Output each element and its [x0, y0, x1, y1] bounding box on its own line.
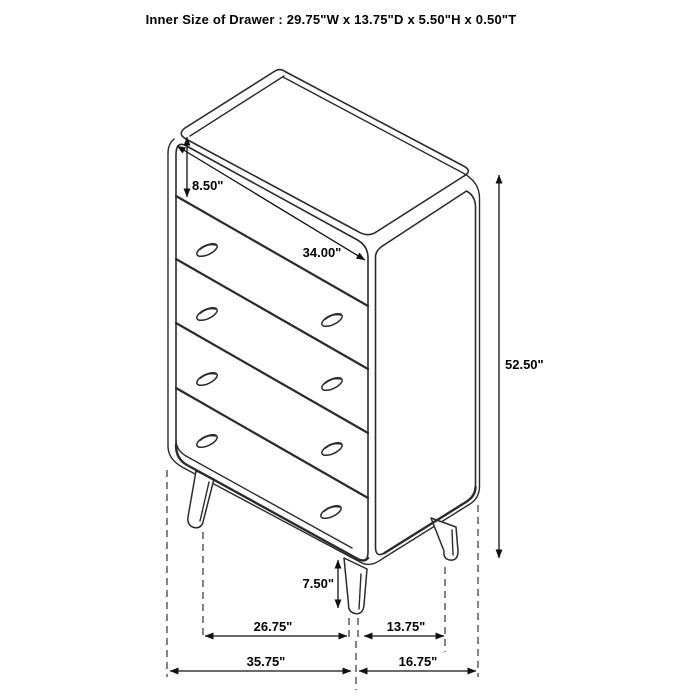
- dim-label-side-leg-spacing: 13.75": [386, 619, 426, 634]
- dim-overall-depth: [359, 654, 476, 671]
- dim-front-leg-spacing: [205, 619, 347, 636]
- dim-label-top-front-width: 34.00": [302, 245, 342, 260]
- dim-label-leg-height: 7.50": [302, 576, 334, 591]
- dresser: [168, 70, 480, 614]
- dim-overall-height: [499, 175, 544, 558]
- dim-label-front-leg-spacing: 26.75": [253, 619, 293, 634]
- leg-back-right: [431, 518, 458, 560]
- leg-front-right: [344, 558, 367, 614]
- dim-leg-height: [303, 560, 338, 608]
- dim-label-top-drawer-height: 8.50": [192, 178, 224, 193]
- diagram-title: Inner Size of Drawer : 29.75"W x 13.75"D x 5.50"H x 0.50"T: [145, 12, 517, 27]
- dim-overall-width: [170, 654, 351, 671]
- dim-side-leg-spacing: [364, 619, 444, 636]
- dim-label-overall-depth: 16.75": [398, 654, 438, 669]
- dim-label-overall-width: 35.75": [246, 654, 286, 669]
- dim-label-overall-height: 52.50": [505, 357, 544, 372]
- side-face: [376, 191, 476, 555]
- leg-back-right-contour: [452, 530, 453, 555]
